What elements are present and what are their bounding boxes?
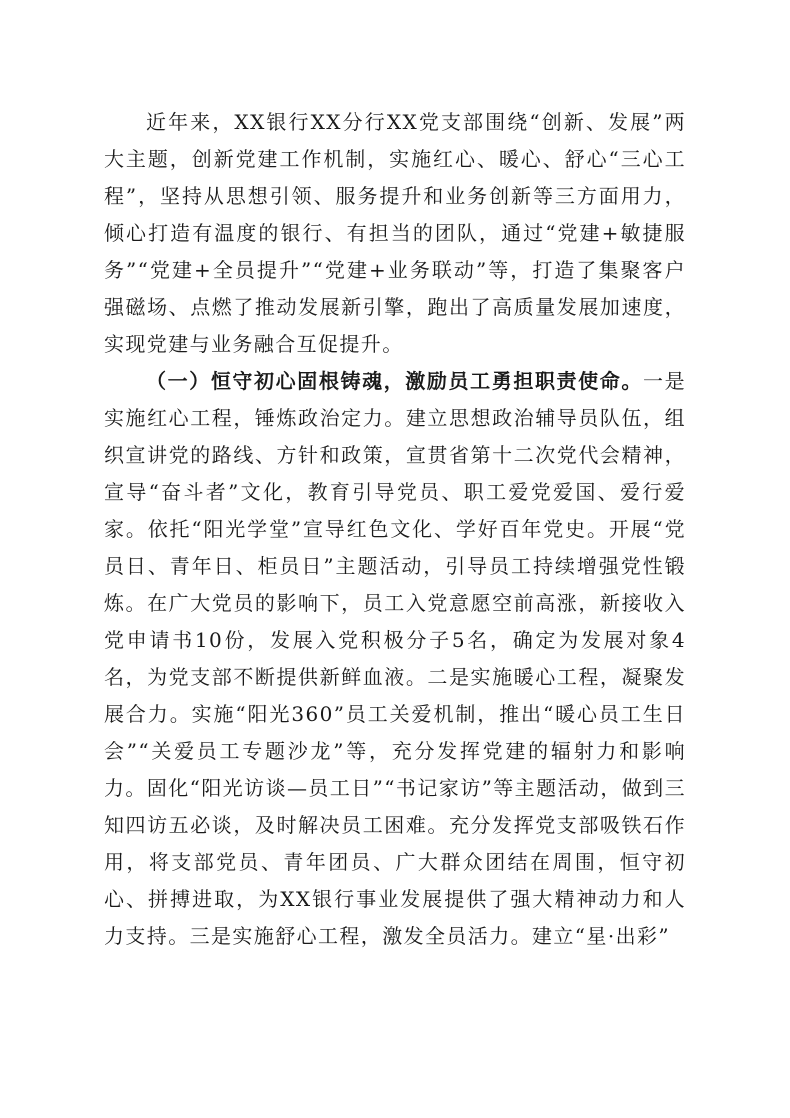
intro-paragraph-text: 近年来，XX银行XX分行XX党支部围绕“创新、发展”两大主题，创新党建工作机制，实施红心、暖心、舒心“三心工程”，坚持从思想引领、服务提升和业务创新等三方面用力，倾心打造有温度的银行、有担当的团队，通过“党建+敏捷服务”“党建+全员提升”“党建+业务联动”等，打造了集聚客户强磁场、点燃了推动发展新引擎，跑出了高质量发展加速度，实现党建与业务融合互促提升。: [104, 110, 686, 356]
document-body: [104, 104, 686, 955]
section-one-paragraph-text: 一是实施红心工程，锤炼政治定力。建立思想政治辅导员队伍，组织宣讲党的路线、方针和政策，宣贯省第十二次党代会精神，宣导“奋斗者”文化，教育引导党员、职工爱党爱国、爱行爱家。依托“阳光学堂”宣导红色文化、学好百年党史。开展“党员日、青年日、柜员日”主题活动，引导员工持续增强党性锻炼。在广大党员的影响下，员工入党意愿空前高涨，新接收入党申请书10份，发展入党积极分子5名，确定为发展对象4名，为党支部不断提供新鲜血液。二是实施暖心工程，凝聚发展合力。实施“阳光360”员工关爱机制，推出“暖心员工生日会”“关爱员工专题沙龙”等，充分发挥党建的辐射力和影响力。固化“阳光访谈—员工日”“书记家访”等主题活动，做到三知四访五必谈，及时解决员工困难。充分发挥党支部吸铁石作用，将支部党员、青年团员、广大群众团结在周围，恒守初心、拼搏进取，为XX银行事业发展提供了强大精神动力和人力支持。三是实施舒心工程，激发全员活力。建立“星·出彩”: [104, 369, 686, 948]
section-one-heading: （一）恒守初心固根铸魂，激励员工勇担职责使命。: [146, 369, 643, 393]
section-one-paragraph: [104, 363, 686, 955]
intro-paragraph: [104, 104, 686, 363]
